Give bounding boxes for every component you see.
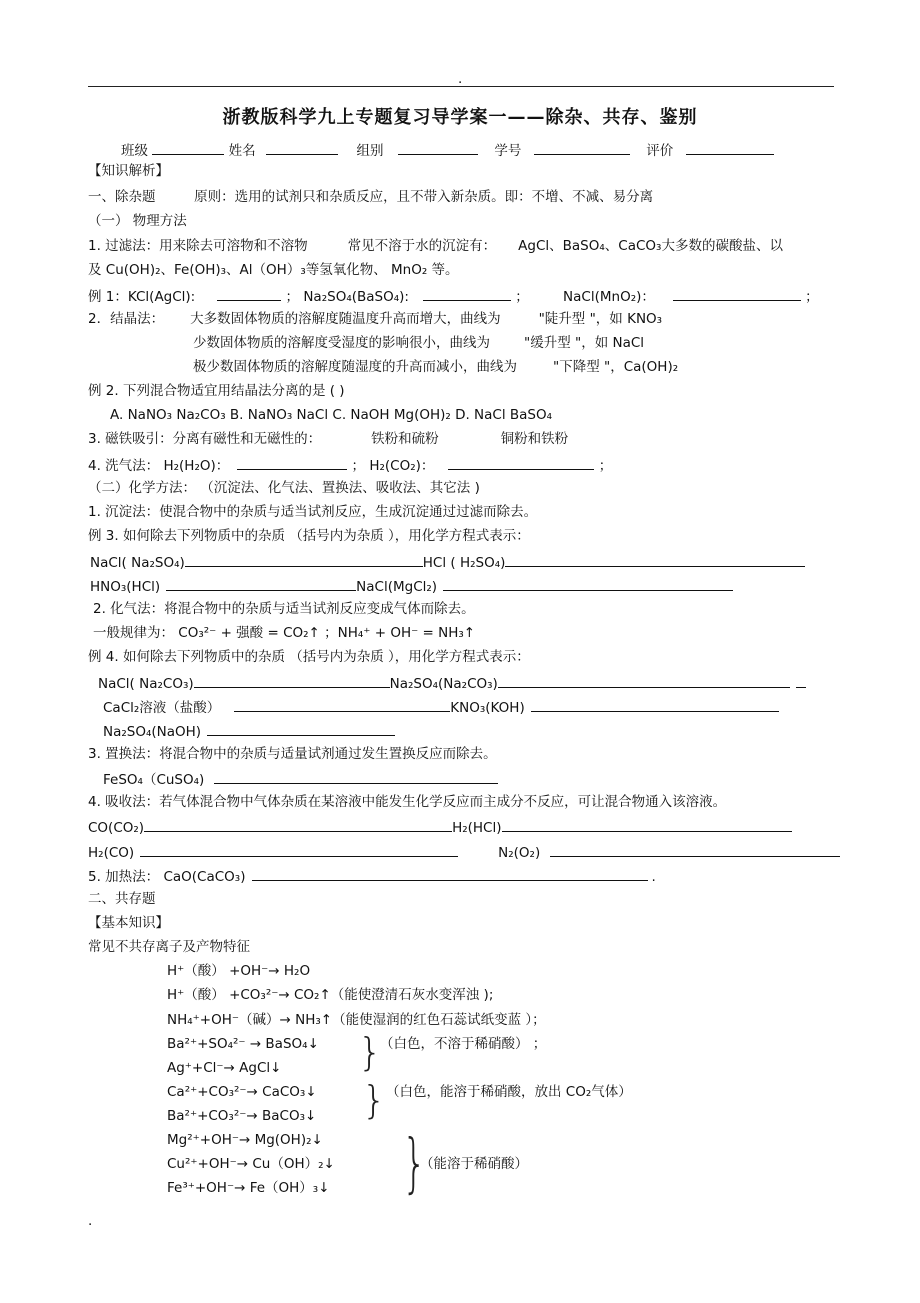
replacement-line: 3. 置换法：将混合物中的杂质与适量试剂通过发生置换反应而除去。: [88, 746, 497, 762]
answer-blank[interactable]: [207, 721, 395, 736]
filter-line-2: 及 Cu(OH)₂、Fe(OH)₃、Al（OH）₃等氢氧化物、 MnO₂ 等。: [88, 262, 459, 278]
item-label: H₂(CO): [88, 845, 135, 861]
item-label: KNO₃(KOH): [450, 700, 525, 716]
item-label: 5. 加热法： CaO(CaCO₃): [88, 869, 246, 885]
cryst-text: "下降型 "，Ca(OH)₂: [553, 359, 679, 375]
header-dot: .: [458, 71, 463, 87]
example-4: 例 4. 如何除去下列物质中的杂质 （括号内为杂质 ），用化学方程式表示：: [88, 649, 530, 665]
grade-field[interactable]: [686, 140, 774, 155]
answer-blank[interactable]: [796, 673, 806, 688]
example-4-row-1: [98, 673, 806, 693]
ion-equation: Ag⁺+Cl⁻→ AgCl↓: [167, 1060, 282, 1076]
name-field[interactable]: [266, 140, 338, 155]
ion-equation: Mg²⁺+OH⁻→ Mg(OH)₂↓: [167, 1132, 323, 1148]
crystallization-line-3: [193, 358, 678, 376]
label-number: 学号: [494, 143, 522, 159]
answer-blank[interactable]: [448, 455, 594, 470]
general-rule-line: 一般规律为： CO₃²⁻ + 强酸 = CO₂↑ ；NH₄⁺ + OH⁻ = NH₃↑: [93, 625, 476, 641]
answer-blank[interactable]: [185, 552, 423, 567]
group-field[interactable]: [398, 140, 478, 155]
answer-blank[interactable]: [673, 286, 801, 301]
item-label: H₂(HCl): [452, 820, 502, 836]
ion-intro: 常见不共存离子及产物特征: [88, 939, 250, 955]
heating-line: [88, 866, 656, 886]
ion-equation: NH₄⁺+OH⁻（碱）→ NH₃↑（能使湿润的红色石蕊试纸变蓝 ）；: [167, 1012, 546, 1028]
filter-text: 常见不溶于水的沉淀有：: [347, 238, 497, 254]
page-title: 浙教版科学九上专题复习导学案一——除杂、共存、鉴别: [222, 107, 698, 128]
number-field[interactable]: [534, 140, 630, 155]
item-label: FeSO₄（CuSO₄): [103, 772, 205, 788]
filter-text: 1. 过滤法：用来除去可溶物和不溶物: [88, 238, 308, 254]
ion-equation: Ca²⁺+CO₃²⁻→ CaCO₃↓: [167, 1084, 317, 1100]
header-rule: [88, 86, 834, 87]
cryst-text: 2．结晶法：: [88, 311, 165, 327]
chemical-methods-heading: （二）化学方法： （沉淀法、化气法、置换法、吸收法、其它法 ): [88, 480, 480, 496]
footer-dot: .: [88, 1213, 93, 1229]
item-label: HCl ( H₂SO₄): [422, 555, 506, 571]
answer-blank[interactable]: [217, 286, 281, 301]
item-label: Na₂SO₄(Na₂CO₃): [389, 676, 498, 692]
precipitation-line: 1. 沉淀法：使混合物中的杂质与适当试剂反应，生成沉淀通过过滤而除去。: [88, 504, 538, 520]
example-4-row-2: [103, 697, 779, 717]
basic-knowledge-heading: 【基本知识】: [88, 915, 169, 931]
example-1: [88, 286, 819, 306]
label-grade: 评价: [646, 143, 674, 159]
label-class: 班级: [121, 143, 148, 159]
answer-blank[interactable]: [252, 866, 648, 881]
ex1-label: 例 1：KCl(AgCl):: [88, 289, 196, 305]
ion-equation: Fe³⁺+OH⁻→ Fe（OH）₃↓: [167, 1180, 330, 1196]
example-2-options: A. NaNO₃ Na₂CO₃ B. NaNO₃ NaCl C. NaOH Mg(OH)₂ D. NaCl BaSO₄: [110, 407, 553, 423]
item-label: NaCl( Na₂CO₃): [98, 676, 194, 692]
ion-equation: H⁺（酸） +CO₃²⁻→ CO₂↑（能使澄清石灰水变浑浊 );: [167, 987, 494, 1003]
section-knowledge: 【知识解析】: [88, 163, 169, 179]
answer-blank[interactable]: [140, 842, 458, 857]
brace-icon: }: [358, 1030, 383, 1074]
label-name: 姓名: [228, 143, 256, 159]
example-4-row-3: [103, 721, 395, 741]
wash-text: ； H₂(CO₂)：: [351, 458, 435, 474]
physical-methods-heading: （一） 物理方法: [88, 213, 187, 229]
principle-text: 原则：选用的试剂只和杂质反应，且不带入新杂质。即：不增、不减、易分离: [194, 189, 654, 205]
cryst-text: "陡升型 "，如 KNO₃: [538, 311, 663, 327]
filter-text: AgCl、BaSO₄、CaCO₃大多数的碳酸盐、以: [518, 238, 783, 254]
ion-equation: Ba²⁺+SO₄²⁻ → BaSO₄↓: [167, 1036, 319, 1052]
answer-blank[interactable]: [423, 286, 511, 301]
gas-wash-line: [88, 455, 612, 475]
example-3-row-2: [90, 576, 733, 596]
ex1-label: ； Na₂SO₄(BaSO₄):: [285, 289, 409, 305]
note-soluble: （能溶于稀硝酸）: [420, 1156, 528, 1172]
section-heading-removal: [88, 188, 653, 206]
note-insoluble: （白色，不溶于稀硝酸） ；: [380, 1036, 547, 1052]
separator: ；: [598, 458, 613, 474]
answer-blank[interactable]: [531, 697, 779, 712]
answer-blank[interactable]: [166, 576, 356, 591]
item-label: N₂(O₂): [498, 845, 541, 861]
wash-text: 4. 洗气法： H₂(H₂O)：: [88, 458, 230, 474]
cryst-text: 大多数固体物质的溶解度随温度升高而增大，曲线为: [190, 311, 501, 327]
answer-blank[interactable]: [214, 769, 498, 784]
replacement-row: [103, 769, 498, 789]
answer-blank[interactable]: [498, 673, 790, 688]
crystallization-line-2: [193, 334, 644, 352]
cryst-text: "缓升型 "，如 NaCl: [524, 335, 645, 351]
note-soluble-co2: （白色，能溶于稀硝酸，放出 CO₂气体）: [386, 1084, 632, 1100]
ion-equation: Cu²⁺+OH⁻→ Cu（OH）₂↓: [167, 1156, 335, 1172]
crystallization-line-1: [88, 310, 662, 328]
example-3-row-1: [90, 552, 805, 572]
item-label: CO(CO₂): [88, 820, 145, 836]
absorption-line: 4. 吸收法：若气体混合物中气体杂质在某溶液中能发生化学反应而主成分不反应，可让混合物通入该溶液。: [88, 794, 727, 810]
answer-blank[interactable]: [505, 552, 805, 567]
magnet-text: 铜粉和铁粉: [500, 431, 569, 447]
item-label: NaCl(MgCl₂): [356, 579, 438, 595]
label-group: 组别: [356, 143, 384, 159]
ion-equation: Ba²⁺+CO₃²⁻→ BaCO₃↓: [167, 1108, 317, 1124]
example-3: 例 3. 如何除去下列物质中的杂质 （括号内为杂质 ），用化学方程式表示：: [88, 528, 530, 544]
class-field[interactable]: [152, 140, 224, 155]
absorption-row-1: [88, 817, 792, 837]
separator: ；: [515, 289, 529, 305]
answer-blank[interactable]: [502, 817, 792, 832]
item-label: HNO₃(HCl): [90, 579, 161, 595]
answer-blank[interactable]: [237, 455, 347, 470]
answer-blank[interactable]: [194, 673, 390, 688]
cryst-text: 少数固体物质的溶解度受湿度的影响很小，曲线为: [193, 335, 490, 351]
heating-dot: .: [651, 869, 656, 885]
answer-blank[interactable]: [443, 576, 733, 591]
brace-icon: }: [362, 1078, 387, 1122]
magnet-line: [88, 430, 568, 448]
coexistence-heading: 二、共存题: [88, 891, 156, 907]
heading-text: 一、除杂题: [88, 189, 156, 205]
absorption-row-2: [88, 842, 840, 862]
answer-blank[interactable]: [234, 697, 450, 712]
gas-method-line: 2. 化气法：将混合物中的杂质与适当试剂反应变成气体而除去。: [93, 601, 475, 617]
item-label: CaCl₂溶液（盐酸）: [103, 700, 221, 716]
ex1-label: NaCl(MnO₂)：: [563, 289, 655, 305]
item-label: Na₂SO₄(NaOH): [103, 724, 202, 740]
filter-line-1: [88, 237, 783, 255]
separator: ；: [805, 289, 819, 305]
example-2: 例 2. 下列混合物适宜用结晶法分离的是 ( ): [88, 383, 345, 399]
student-info-row: [121, 140, 774, 160]
magnet-text: 铁粉和硫粉: [371, 431, 439, 447]
answer-blank[interactable]: [144, 817, 452, 832]
magnet-text: 3. 磁铁吸引：分离有磁性和无磁性的：: [88, 431, 322, 447]
ion-equation: H⁺（酸） +OH⁻→ H₂O: [167, 963, 311, 979]
item-label: NaCl( Na₂SO₄): [90, 555, 185, 571]
answer-blank[interactable]: [550, 842, 840, 857]
brace-icon: }: [402, 1127, 427, 1201]
cryst-text: 极少数固体物质的溶解度随湿度的升高而减小，曲线为: [193, 359, 517, 375]
